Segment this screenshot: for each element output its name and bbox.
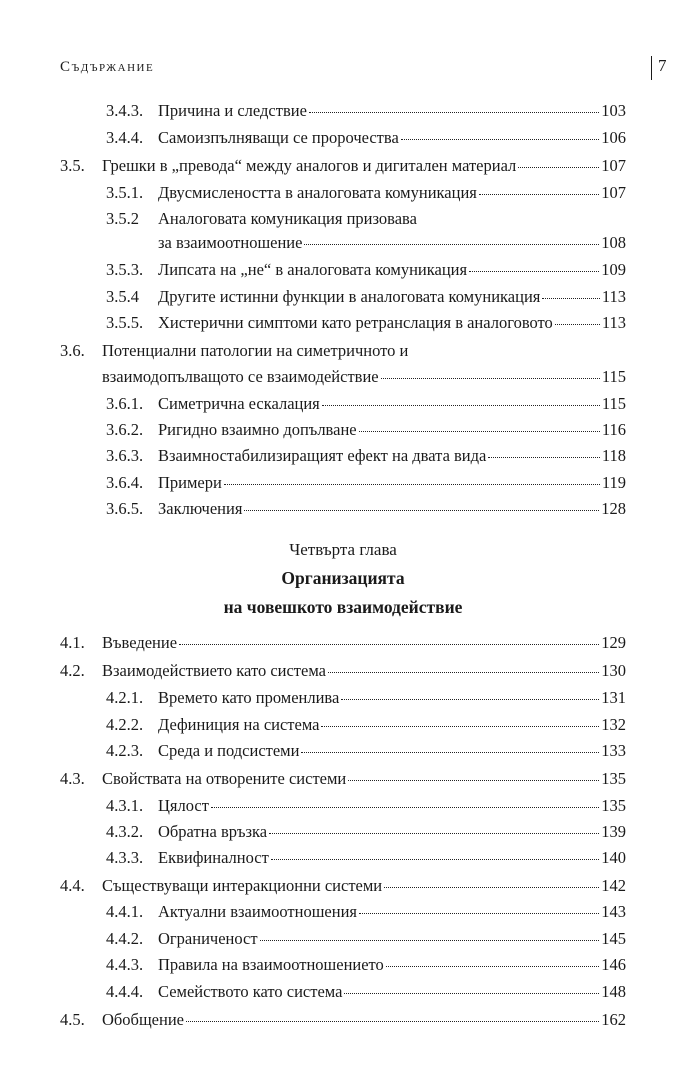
- entry-title: Потенциални патологии на симетричното и: [102, 341, 409, 360]
- dot-leader: [518, 166, 599, 168]
- toc-entry: [60, 767, 626, 791]
- entry-page: 106: [601, 128, 626, 147]
- dot-leader: [179, 643, 599, 645]
- toc-entry: [60, 1008, 626, 1032]
- entry-title: Хистерични симптоми като ретранслация в аналоговото: [158, 313, 553, 332]
- toc-entry: [106, 980, 626, 1004]
- entry-title: Обратна връзка: [158, 822, 268, 841]
- entry-page: 113: [601, 287, 626, 306]
- entry-page: 119: [601, 473, 626, 492]
- toc-entry: [106, 820, 626, 844]
- dot-leader: [381, 377, 600, 379]
- dot-leader: [211, 806, 599, 808]
- dot-leader: [479, 193, 599, 195]
- toc-entry: [106, 181, 626, 205]
- toc-entry-first-line: [60, 339, 408, 363]
- entry-page: 130: [601, 661, 626, 680]
- chapter-title-line1: Организацията: [281, 568, 405, 588]
- toc-entry: [106, 927, 626, 951]
- entry-number: 4.2.1.: [106, 688, 144, 707]
- entry-page: 133: [601, 741, 626, 760]
- entry-title: Свойствата на отворените системи: [102, 769, 347, 788]
- entry-title: Среда и подсистеми: [158, 741, 300, 760]
- toc-entry: [60, 874, 626, 898]
- entry-title: Заключения: [158, 499, 243, 518]
- toc-entry: [106, 471, 626, 495]
- entry-title: Взаимодействието като система: [102, 661, 326, 680]
- entry-number: 4.2.3.: [106, 741, 144, 760]
- entry-page: 116: [601, 420, 626, 439]
- dot-leader: [359, 430, 600, 432]
- entry-title: Еквифиналност: [158, 848, 269, 867]
- dot-leader: [328, 671, 599, 673]
- entry-page: 140: [601, 848, 626, 867]
- dot-leader: [469, 270, 599, 272]
- toc-entry: [60, 659, 626, 683]
- toc-entry: [106, 739, 626, 763]
- entry-number: 4.4.3.: [106, 955, 144, 974]
- entry-title: Симетрична ескалация: [158, 394, 320, 413]
- page-number: 7: [658, 56, 667, 75]
- entry-number: 3.6.4.: [106, 473, 144, 492]
- entry-number: 3.6.2.: [106, 420, 144, 439]
- toc-entry: [102, 365, 626, 389]
- toc-entry: [106, 953, 626, 977]
- entry-page: 142: [601, 876, 626, 895]
- entry-page: 146: [601, 955, 626, 974]
- entry-page: 128: [601, 499, 626, 518]
- dot-leader: [269, 832, 599, 834]
- dot-leader: [244, 509, 599, 511]
- toc-entry: [106, 713, 626, 737]
- entry-number: 3.5.3.: [106, 260, 144, 279]
- entry-number: 3.6.5.: [106, 499, 144, 518]
- entry-title: Семейството като система: [158, 982, 343, 1001]
- entry-number: 3.5.2: [106, 209, 139, 228]
- dot-leader: [386, 965, 599, 967]
- entry-number: 4.3.2.: [106, 822, 144, 841]
- toc-entry: [106, 794, 626, 818]
- dot-leader: [401, 138, 599, 140]
- entry-title: Двусмислеността в аналоговата комуникация: [158, 183, 477, 202]
- entry-page: 143: [601, 902, 626, 921]
- entry-number: 4.3.3.: [106, 848, 144, 867]
- entry-page: 108: [601, 233, 626, 252]
- entry-page: 107: [601, 156, 626, 175]
- entry-number: 3.5.1.: [106, 183, 144, 202]
- dot-leader: [488, 456, 600, 458]
- entry-title-continued: за взаимоотношение: [158, 233, 303, 252]
- toc-entry: [106, 900, 626, 924]
- toc-entry: [106, 258, 626, 282]
- entry-page: 131: [601, 688, 626, 707]
- entry-number: 4.2.2.: [106, 715, 144, 734]
- chapter-title-line2: на човешкото взаимодействие: [223, 597, 463, 617]
- entry-page: 115: [601, 367, 626, 386]
- dot-leader: [359, 912, 599, 914]
- toc-entry: [106, 846, 626, 870]
- toc-entry: [60, 154, 626, 178]
- entry-title: Грешки в „превода“ между аналогов и дигитален материал: [102, 156, 517, 175]
- entry-page: 107: [601, 183, 626, 202]
- entry-number: 4.4.1.: [106, 902, 144, 921]
- dot-leader: [301, 751, 599, 753]
- dot-leader: [304, 243, 599, 245]
- toc-entry: [158, 231, 626, 255]
- entry-title: Примери: [158, 473, 222, 492]
- entry-number: 3.6.: [60, 341, 85, 360]
- entry-title: Правила на взаимоотношението: [158, 955, 384, 974]
- dot-leader: [186, 1020, 599, 1022]
- entry-page: 135: [601, 796, 626, 815]
- entry-page: 129: [601, 633, 626, 652]
- entry-page: 135: [601, 769, 626, 788]
- entry-title: Времето като променлива: [158, 688, 340, 707]
- entry-title: Самоизпълняващи се пророчества: [158, 128, 399, 147]
- entry-page: 162: [601, 1010, 626, 1029]
- entry-title: Взаимностабилизиращият ефект на двата вида: [158, 446, 487, 465]
- entry-title: Причина и следствие: [158, 101, 307, 120]
- entry-number: 4.3.1.: [106, 796, 144, 815]
- entry-page: 132: [601, 715, 626, 734]
- toc-entry: [106, 285, 626, 309]
- entry-number: 4.4.: [60, 876, 85, 895]
- entry-number: 3.4.4.: [106, 128, 144, 147]
- dot-leader: [348, 779, 599, 781]
- entry-title: Дефиниция на система: [158, 715, 320, 734]
- entry-number: 3.6.1.: [106, 394, 144, 413]
- entry-title: Въведение: [102, 633, 178, 652]
- entry-page: 103: [601, 101, 626, 120]
- dot-leader: [344, 992, 599, 994]
- toc-entry: [106, 99, 626, 123]
- entry-page: 113: [601, 313, 626, 332]
- entry-number: 4.5.: [60, 1010, 85, 1029]
- entry-title: Ригидно взаимно допълване: [158, 420, 357, 439]
- entry-number: 3.5.: [60, 156, 85, 175]
- dot-leader: [309, 111, 599, 113]
- dot-leader: [384, 886, 599, 888]
- dot-leader: [341, 698, 599, 700]
- entry-page: 115: [601, 394, 626, 413]
- entry-title: Ограниченост: [158, 929, 258, 948]
- toc-entry: [106, 444, 626, 468]
- toc-entry: [106, 418, 626, 442]
- dot-leader: [224, 483, 600, 485]
- entry-title: Актуални взаимоотношения: [158, 902, 357, 921]
- entry-page: 139: [601, 822, 626, 841]
- entry-title: Аналоговата комуникация призовава: [158, 209, 417, 228]
- chapter-label: Четвърта глава: [289, 540, 397, 559]
- toc-entry: [106, 686, 626, 710]
- entry-number: 3.5.5.: [106, 313, 144, 332]
- toc-entry: [106, 311, 626, 335]
- dot-leader: [321, 725, 599, 727]
- dot-leader: [542, 297, 599, 299]
- entry-title: Другите истинни функции в аналоговата комуникация: [158, 287, 541, 306]
- entry-title: Обобщение: [102, 1010, 184, 1029]
- toc-entry: [60, 631, 626, 655]
- dot-leader: [555, 323, 600, 325]
- entry-page: 118: [601, 446, 626, 465]
- entry-number: 4.2.: [60, 661, 85, 680]
- toc-entry-first-line: [106, 207, 417, 231]
- entry-title-continued: взаимодопълващото се взаимодействие: [102, 367, 379, 386]
- entry-number: 4.4.4.: [106, 982, 144, 1001]
- entry-number: 4.3.: [60, 769, 85, 788]
- header-title: Съдържание: [60, 59, 155, 75]
- entry-number: 3.6.3.: [106, 446, 144, 465]
- toc-entry: [106, 392, 626, 416]
- toc-entry: [106, 126, 626, 150]
- entry-number: 4.1.: [60, 633, 85, 652]
- entry-number: 3.4.3.: [106, 101, 144, 120]
- entry-title: Цялост: [158, 796, 209, 815]
- dot-leader: [271, 858, 599, 860]
- entry-page: 145: [601, 929, 626, 948]
- entry-number: 4.4.2.: [106, 929, 144, 948]
- entry-title: Липсата на „не“ в аналоговата комуникация: [158, 260, 468, 279]
- dot-leader: [322, 404, 600, 406]
- entry-page: 109: [601, 260, 626, 279]
- entry-page: 148: [601, 982, 626, 1001]
- entry-title: Съществуващи интеракционни системи: [102, 876, 383, 895]
- toc-entry: [106, 497, 626, 521]
- entry-number: 3.5.4: [106, 287, 139, 306]
- dot-leader: [260, 939, 600, 941]
